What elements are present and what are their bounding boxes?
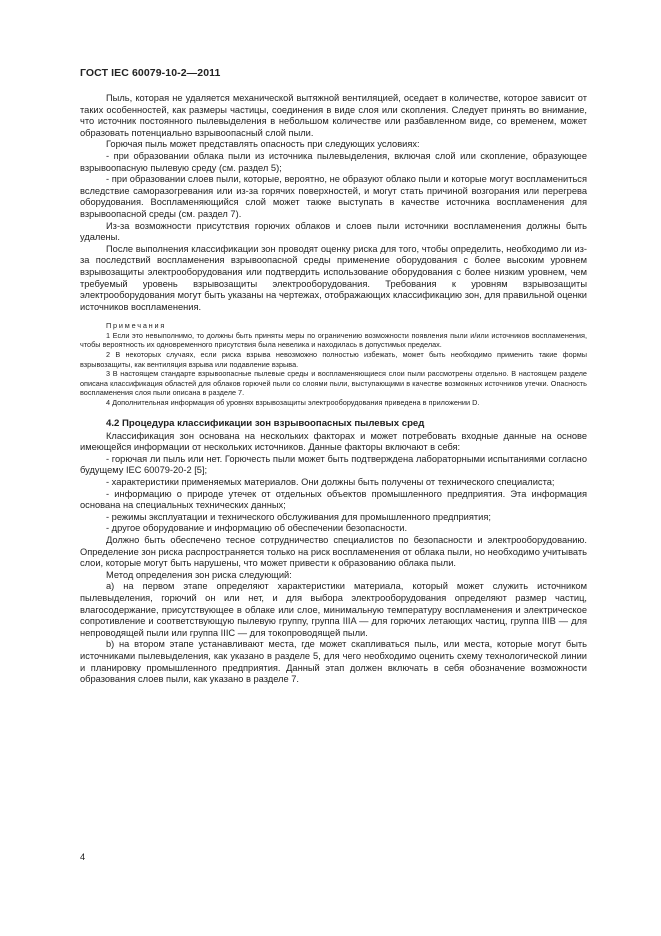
- list-item: - другое оборудование и информацию об обеспечении безопасности.: [106, 523, 408, 534]
- section-heading: 4.2 Процедура классификации зон взрывоопасных пылевых сред: [106, 417, 425, 429]
- document-header: ГОСТ IEC 60079-10-2—2011: [80, 67, 221, 79]
- note-item: 4 Дополнительная информация об уровнях взрывозащиты электрооборудования приведена в приложении D.: [106, 398, 480, 408]
- paragraph: После выполнения классификации зон проводят оценку риска для того, чтобы определить, необходимо ли из-за последствий воспламенения взрывоопасной среды применение оборудования с более высоким уровнем взрывозащиты электрооборудования или подтвердить использование оборудования с более низким уровнем, чем требуемый уровень взрывозащиты электрооборудования. Требования к уровням взрывозащиты электрооборудования могут быть указаны на чертежах, отображающих классификацию зон, для правильной оценки источников воспламенения.: [80, 243, 587, 312]
- page-number: 4: [80, 852, 86, 862]
- paragraph: Горючая пыль может представлять опасность при следующих условиях:: [106, 139, 420, 150]
- list-item: - характеристики применяемых материалов. Они должны быть получены от технического специалиста;: [106, 477, 555, 487]
- paragraph: Должно быть обеспечено тесное сотрудничество специалистов по безопасности и электрооборудованию. Определение зон риска распространяется только на риск воспламенения от облака пыли, но необходимо учитывать слои, которые могут быть нарушены, что может привести к образованию облака пыли.: [80, 534, 587, 569]
- notes-heading: Примечания: [106, 321, 167, 331]
- list-item: a) на первом этапе определяют характеристики материала, который может служить источником пылевыделения, горючий он или нет, и для выбора электрооборудования определяют размер частиц, влагосодержание, присутствующее в облаке или слое, минимальную температуру воспламенения и электрическое сопротивление и соответствующую пылевую группу, группа IIIA — для горючих летающих частиц, группа IIIB — для непроводящей пыли или группа IIIC — для токопроводящей пыли.: [80, 581, 587, 638]
- list-item: b) на втором этапе устанавливают места, где может скапливаться пыль, или места, которые могут быть источниками пылевыделения, как указано в разделе 5, для чего необходимо оценить схему технологической линии и планировку промышленного предприятия. Данный этап должен включать в себя обозначение возможности образования слоев пыли, как указано в разделе 7.: [80, 639, 587, 685]
- paragraph: Пыль, которая не удаляется механической вытяжной вентиляцией, оседает в количестве, которое зависит от таких особенностей, как размеры частицы, соединения в виде слоя или скопления. Следует принять во внимание, что источник постоянного пылевыделения в небольшом количестве или разбавленном виде, со временем, может образовать потенциально взрывоопасный слой пыли.: [80, 93, 587, 138]
- note-item: 3 В настоящем стандарте взрывоопасные пылевые среды и воспламеняющиеся слои пыли рассмотрены отдельно. В настоящем разделе описана классификация областей для облаков горючей пыли со слоями пыли, выступающими в качестве возможных источников утечки. Опасность воспламенения слоя пыли описана в разделе 7.: [80, 369, 587, 398]
- paragraph: Классификация зон основана на нескольких факторах и может потребовать входные данные на основе имеющейся информации от нескольких источников. Данные факторы включают в себя:: [80, 430, 587, 453]
- paragraph: Метод определения зон риска следующий:: [106, 569, 292, 580]
- note-item: 1 Если это невыполнимо, то должны быть приняты меры по ограничению возможности появления пыли и/или источников воспламенения, чтобы вероятность их одновременного присутствия была невелика и находилась в допустимых пределах.: [80, 330, 587, 350]
- note-item: 2 В некоторых случаях, если риска взрыва невозможно полностью избежать, может быть необходимо применить такие формы взрывозащиты, как вентиляция взрыва или подавление взрыва.: [80, 350, 587, 369]
- list-item: - горючая ли пыль или нет. Горючесть пыли может быть подтверждена лабораторными испытаниями согласно будущему IEC 60079-20-2 [5];: [80, 453, 587, 476]
- list-item: - при образовании облака пыли из источника пылевыделения, включая слой или скопление, образующее взрывоопасную пылевую среду (см. раздел 5);: [80, 150, 587, 173]
- paragraph: Из-за возможности присутствия горючих облаков и слоев пыли источники воспламенения должны быть удалены.: [80, 220, 587, 243]
- list-item: - при образовании слоев пыли, которые, вероятно, не образуют облако пыли и которые могут воспламениться вследствие саморазогревания или из-за горячих поверхностей, и могут стать причиной возгорания или перегрева оборудования. Воспламеняющийся слой может также выступать в качестве источника воспламенения для взрывоопасной среды (см. раздел 7).: [80, 174, 587, 219]
- document-body: [80, 93, 587, 686]
- list-item: - режимы эксплуатации и технического обслуживания для промышленного предприятия;: [106, 511, 491, 522]
- list-item: - информацию о природе утечек от отдельных объектов промышленного предприятия. Эта информация основана на специальных технических данных;: [80, 488, 587, 511]
- notes-block: [80, 321, 587, 407]
